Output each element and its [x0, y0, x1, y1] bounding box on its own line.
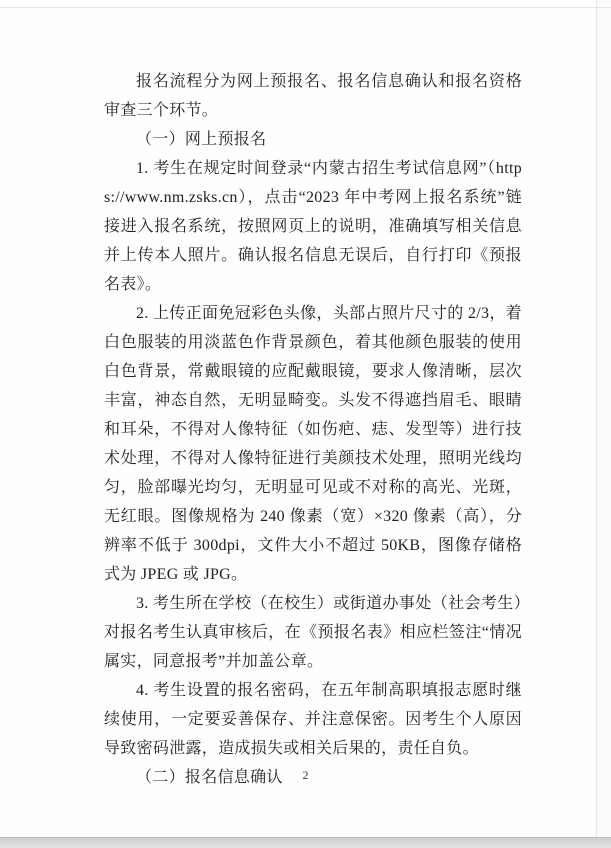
section-heading-info-confirmation: （二）报名信息确认 [136, 769, 283, 786]
scan-edge-right [596, 0, 597, 838]
page-number: 2 [302, 768, 309, 782]
scan-bottom-shadow [0, 837, 611, 848]
paragraph-step-2-photo-requirements: 2. 上传正面免冠彩色头像，头部占照片尺寸的 2/3，着白色服装的用淡蓝色作背景颜色，着其他颜色服装的使用白色背景，常戴眼镜的应配戴眼镜，要求人像清晰，层次丰富，神态自然，无明显畸变。头发不得遮挡眉毛、眼睛和耳朵，不得对人像特征（如伤疤、痣、发型等）进行技术处理，不得对人像特征进行美颜技术处理，照明光线均匀，脸部曝光均匀，无明显可见或不对称的高光、光斑，无红眼。图像规格为 240 像素（宽）×320 像素（高），分辨率不低于 300dpi，文件大小不超过 50KB，图像存储格式为 JPEG 或 JPG。 [104, 305, 522, 583]
paragraph-intro: 报名流程分为网上预报名、报名信息确认和报名资格审查三个环节。 [104, 73, 522, 119]
paragraph-step-1-login-and-fill: 1. 考生在规定时间登录“内蒙古招生考试信息网”（https://www.nm.zsks.cn），点击“2023 年中考网上报名系统”链接进入报名系统，按照网页上的说明，准确填写相关信息并上传本人照片。确认报名信息无误后，自行打印《预报名表》。 [104, 160, 522, 293]
section-heading-online-pre-registration: （一）网上预报名 [136, 131, 267, 148]
paragraph-step-3-school-review: 3. 考生所在学校（在校生）或街道办事处（社会考生）对报名考生认真审核后，在《预报名表》相应栏签注“情况属实，同意报考”并加盖公章。 [104, 595, 522, 670]
paragraph-step-4-password-notice: 4. 考生设置的报名密码，在五年制高职填报志愿时继续使用，一定要妥善保存、并注意保密。因考生个人原因导致密码泄露，造成损失或相关后果的，责任自负。 [104, 682, 522, 757]
scan-edge-top [0, 7, 611, 8]
document-body [104, 67, 522, 792]
scan-right-margin [597, 0, 611, 838]
